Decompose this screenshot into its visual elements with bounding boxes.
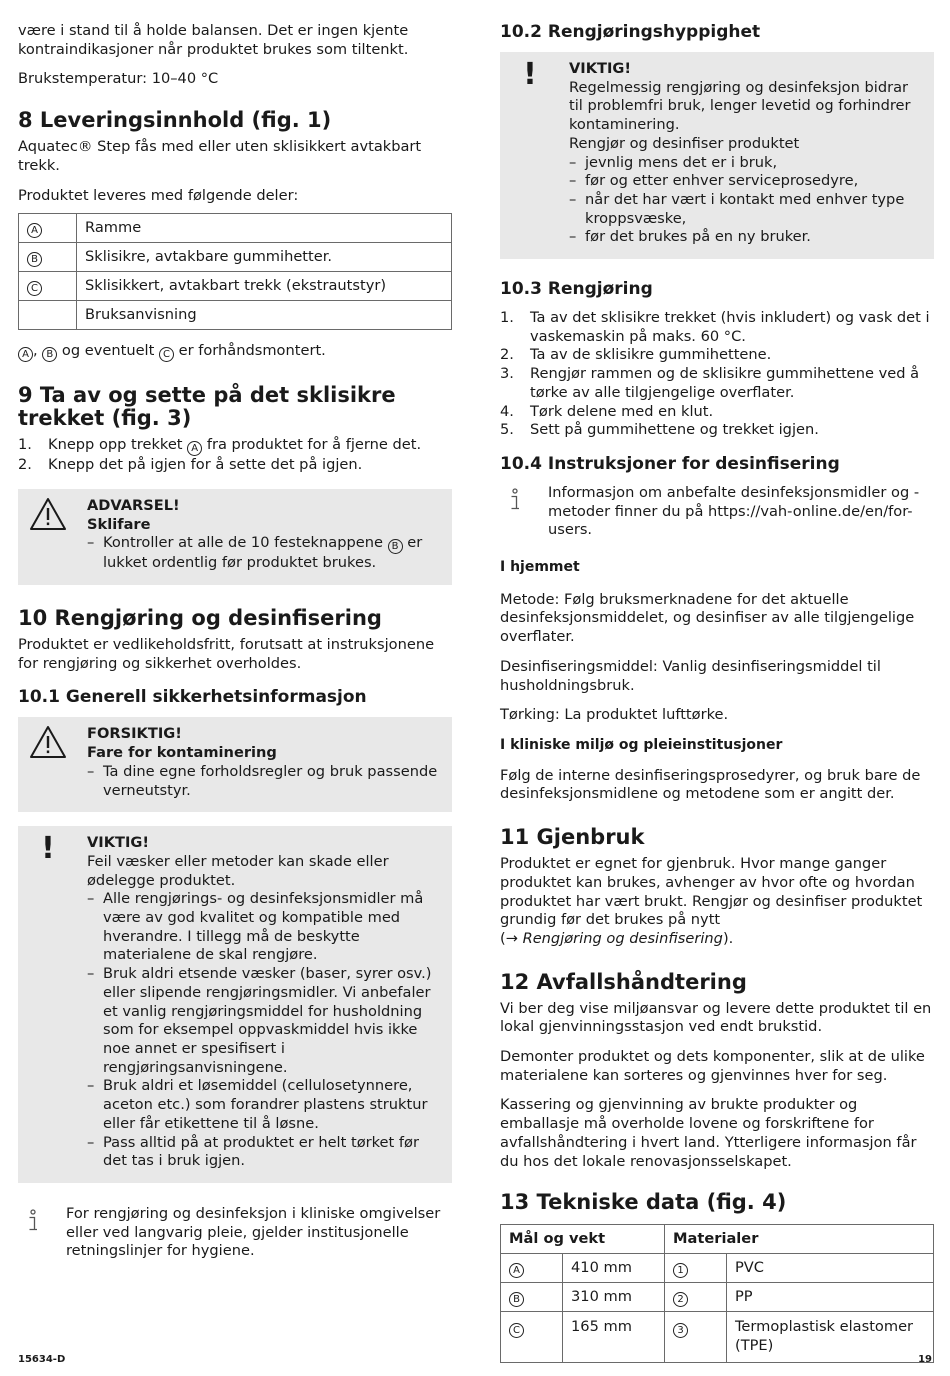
part-label: Sklisikkert, avtakbart trekk (ekstrautstyr) <box>77 272 452 301</box>
warning-label: ADVARSEL! <box>87 496 180 514</box>
important-box <box>500 52 934 259</box>
column-header: Materialer <box>665 1225 934 1254</box>
key-b: B <box>27 252 42 267</box>
technical-data-table <box>500 1224 934 1362</box>
list-item: – Alle rengjørings- og desinfeksjonsmidler må være av god kvalitet og kompatible med hverandre. I tillegg må de beskytte materialene de skal rengjøre. <box>87 890 442 965</box>
list-item: 1. Ta av det sklisikre trekket (hvis inkludert) og vask det i vaskemaskin på maks. 60 °C. <box>500 309 930 345</box>
list-item: – før det brukes på en ny bruker. <box>569 228 924 247</box>
operating-temperature: Brukstemperatur: 10–40 °C <box>18 70 219 88</box>
caution-box <box>18 717 452 812</box>
section-8-p2: Produktet leveres med følgende deler: <box>18 186 299 204</box>
part-label: Sklisikre, avtakbare gummihetter. <box>77 243 452 272</box>
cross-reference: Rengjøring og desinfisering <box>522 929 723 947</box>
info-note <box>500 484 934 540</box>
premounted-note: A , B og eventuelt C er forhåndsmontert. <box>18 342 452 362</box>
table-row: A 410 mm 1 PVC <box>501 1254 934 1283</box>
table-row: C 165 mm 3 Termoplastisk elastomer (TPE) <box>501 1312 934 1362</box>
warning-triangle-icon <box>28 725 68 761</box>
warning-subtitle: Sklifare <box>87 515 151 533</box>
list-item: 2. Knepp det på igjen for å sette det på igjen. <box>18 456 363 474</box>
table-row: B 310 mm 2 PP <box>501 1283 934 1312</box>
list-item: 3. Rengjør rammen og de sklisikre gummihettene ved å tørke av alle tilgjengelige overflater. <box>500 365 920 401</box>
section-10-3-steps <box>500 309 934 440</box>
column-header: Mål og vekt <box>501 1225 665 1254</box>
key-a: A <box>27 223 42 238</box>
list-item: – jevnlig mens det er i bruk, <box>569 154 924 173</box>
important-label: VIKTIG! <box>569 60 632 77</box>
key-b: B <box>388 539 403 554</box>
table-row <box>19 272 452 301</box>
section-8-title: 8 Leveringsinnhold (fig. 1) <box>18 108 332 133</box>
table-row <box>19 214 452 243</box>
list-item: – når det har vært i kontakt med enhver type kroppsvæske, <box>569 191 924 228</box>
important-box <box>18 826 452 1183</box>
key-a: A <box>187 441 202 456</box>
list-item: 4. Tørk delene med en klut. <box>500 402 714 420</box>
info-icon <box>508 488 522 518</box>
caution-label: FORSIKTIG! <box>87 725 182 743</box>
intro-paragraph: være i stand til å holde balansen. Det er ingen kjente kontraindikasjoner når produktet brukes som tiltenkt. <box>18 22 409 58</box>
section-9-steps <box>18 436 452 475</box>
home-disinfectant: Desinfiseringsmiddel: Vanlig desinfiseringsmiddel til husholdningsbruk. <box>500 657 881 694</box>
clinic-subtitle: I kliniske miljø og pleieinstitusjoner <box>500 736 783 753</box>
key-b: B <box>42 347 57 362</box>
important-text: Regelmessig rengjøring og desinfeksjon bidrar til problemfri bruk, lenger levetid og forhindrer kontaminering. <box>569 78 911 134</box>
section-12-p2: Demonter produktet og dets komponenter, slik at de ulike materialene kan sorteres og gjenvinnes hver for seg. <box>500 1048 925 1084</box>
page-number: 19 <box>918 1354 932 1366</box>
section-12-p3: Kassering og gjenvinning av brukte produkter og emballasje må overholde lovene og forskriftene for avfallshåndtering i hvert land. Ytterligere informasjon får du hos det lokale renovasjonsselskapet. <box>500 1096 917 1170</box>
info-note <box>18 1205 452 1261</box>
list-item: – Pass alltid på at produktet er helt tørket før det tas i bruk igjen. <box>87 1134 442 1171</box>
table-row <box>19 301 452 330</box>
section-11-title: 11 Gjenbruk <box>500 825 645 850</box>
info-note-text: Informasjon om anbefalte desinfeksjonsmidler og -metoder finner du på https://vah-online.de/en/for-users. <box>548 483 920 539</box>
list-item: – Bruk aldri etsende væsker (baser, syrer osv.) eller slipende rengjøringsmidler. Vi anbefaler et vanlig rengjøringsmiddel for husholdning som for eksempel oppvaskmiddel hvis ikke noe annet er spesifisert i rengjøringsanvisningene. <box>87 965 442 1077</box>
section-10-4-title: 10.4 Instruksjoner for desinfisering <box>500 453 840 474</box>
caution-subtitle: Fare for kontaminering <box>87 744 277 762</box>
section-13-title: 13 Tekniske data (fig. 4) <box>500 1190 787 1215</box>
list-item: 5. Sett på gummihettene og trekket igjen. <box>500 421 819 439</box>
section-12-title: 12 Avfallshåndtering <box>500 969 747 994</box>
important-text-2: Rengjør og desinfiser produktet <box>569 134 800 152</box>
info-note-text: For rengjøring og desinfeksjon i kliniske omgivelser eller ved langvarig pleie, gjelder institusjonelle retningslinjer for hygiene. <box>66 1204 441 1260</box>
clinic-paragraph: Følg de interne desinfiseringsprosedyrer, og bruk bare de desinfeksjonsmidlene og metodene som er angitt der. <box>500 766 921 803</box>
section-10-3-title: 10.3 Rengjøring <box>500 279 653 300</box>
list-item: 2. Ta av de sklisikre gummihettene. <box>500 346 772 364</box>
section-10-title: 10 Rengjøring og desinfisering <box>18 606 382 631</box>
section-12-p1: Vi ber deg vise miljøansvar og levere dette produktet til en lokal gjenvinningsstasjon ved endt brukstid. <box>500 999 932 1036</box>
document-id: 15634-D <box>18 1354 66 1366</box>
part-label: Bruksanvisning <box>77 301 452 330</box>
list-item: – Ta dine egne forholdsregler og bruk passende verneutstyr. <box>87 763 442 800</box>
part-key-empty <box>19 301 77 330</box>
section-8-p1: Aquatec® Step fås med eller uten sklisikkert avtakbart trekk. <box>18 138 422 174</box>
list-item: – Bruk aldri et løsemiddel (cellulosetynnere, aceton etc.) som forandrer plastens struktur eller får etikettene til å løsne. <box>87 1077 442 1133</box>
section-10-p1: Produktet er vedlikeholdsfritt, forutsatt at instruksjonene for rengjøring og sikkerhet overholdes. <box>18 636 435 672</box>
list-item: 1. Knepp opp trekket A fra produktet for å fjerne det. <box>18 436 422 455</box>
important-label: VIKTIG! <box>87 834 150 852</box>
key-c: C <box>27 281 42 296</box>
exclamation-icon: ! <box>41 831 55 867</box>
delivery-parts-table <box>18 213 452 330</box>
section-10-1-title: 10.1 Generell sikkerhetsinformasjon <box>18 687 367 708</box>
home-subtitle: I hjemmet <box>500 559 580 576</box>
home-method: Metode: Følg bruksmerknadene for det aktuelle desinfeksjonsmiddelet, og desinfiser av alle tilgjengelige overflater. <box>500 590 915 646</box>
important-intro: Feil væsker eller metoder kan skade eller ødelegge produktet. <box>87 852 389 889</box>
section-9-title: 9 Ta av og sette på det sklisikre trekket (fig. 3) <box>18 383 396 431</box>
exclamation-icon: ! <box>523 57 537 92</box>
table-header-row <box>501 1225 934 1254</box>
right-column <box>500 22 934 1363</box>
key-c: C <box>159 347 174 362</box>
home-drying: Tørking: La produktet lufttørke. <box>500 706 729 724</box>
table-row <box>19 243 452 272</box>
section-10-2-title: 10.2 Rengjøringshyppighet <box>500 22 761 42</box>
warning-triangle-icon <box>28 497 68 533</box>
list-item: – før og etter enhver serviceprosedyre, <box>569 172 924 191</box>
left-column <box>18 22 452 1277</box>
part-label: Ramme <box>77 214 452 243</box>
section-11-paragraph: Produktet er egnet for gjenbruk. Hvor mange ganger produktet kan brukes, avhenger av hvor ofte og hvordan produktet har vært brukt. Rengjør og desinfiser produktet grundig før det brukes på nytt (→ Rengjøring og desinfisering). <box>500 855 923 947</box>
list-item: – Kontroller at alle de 10 festeknappene B er lukket ordentlig før produktet brukes. <box>87 534 442 573</box>
warning-box <box>18 489 452 585</box>
info-icon <box>26 1209 40 1239</box>
key-a: A <box>18 347 33 362</box>
